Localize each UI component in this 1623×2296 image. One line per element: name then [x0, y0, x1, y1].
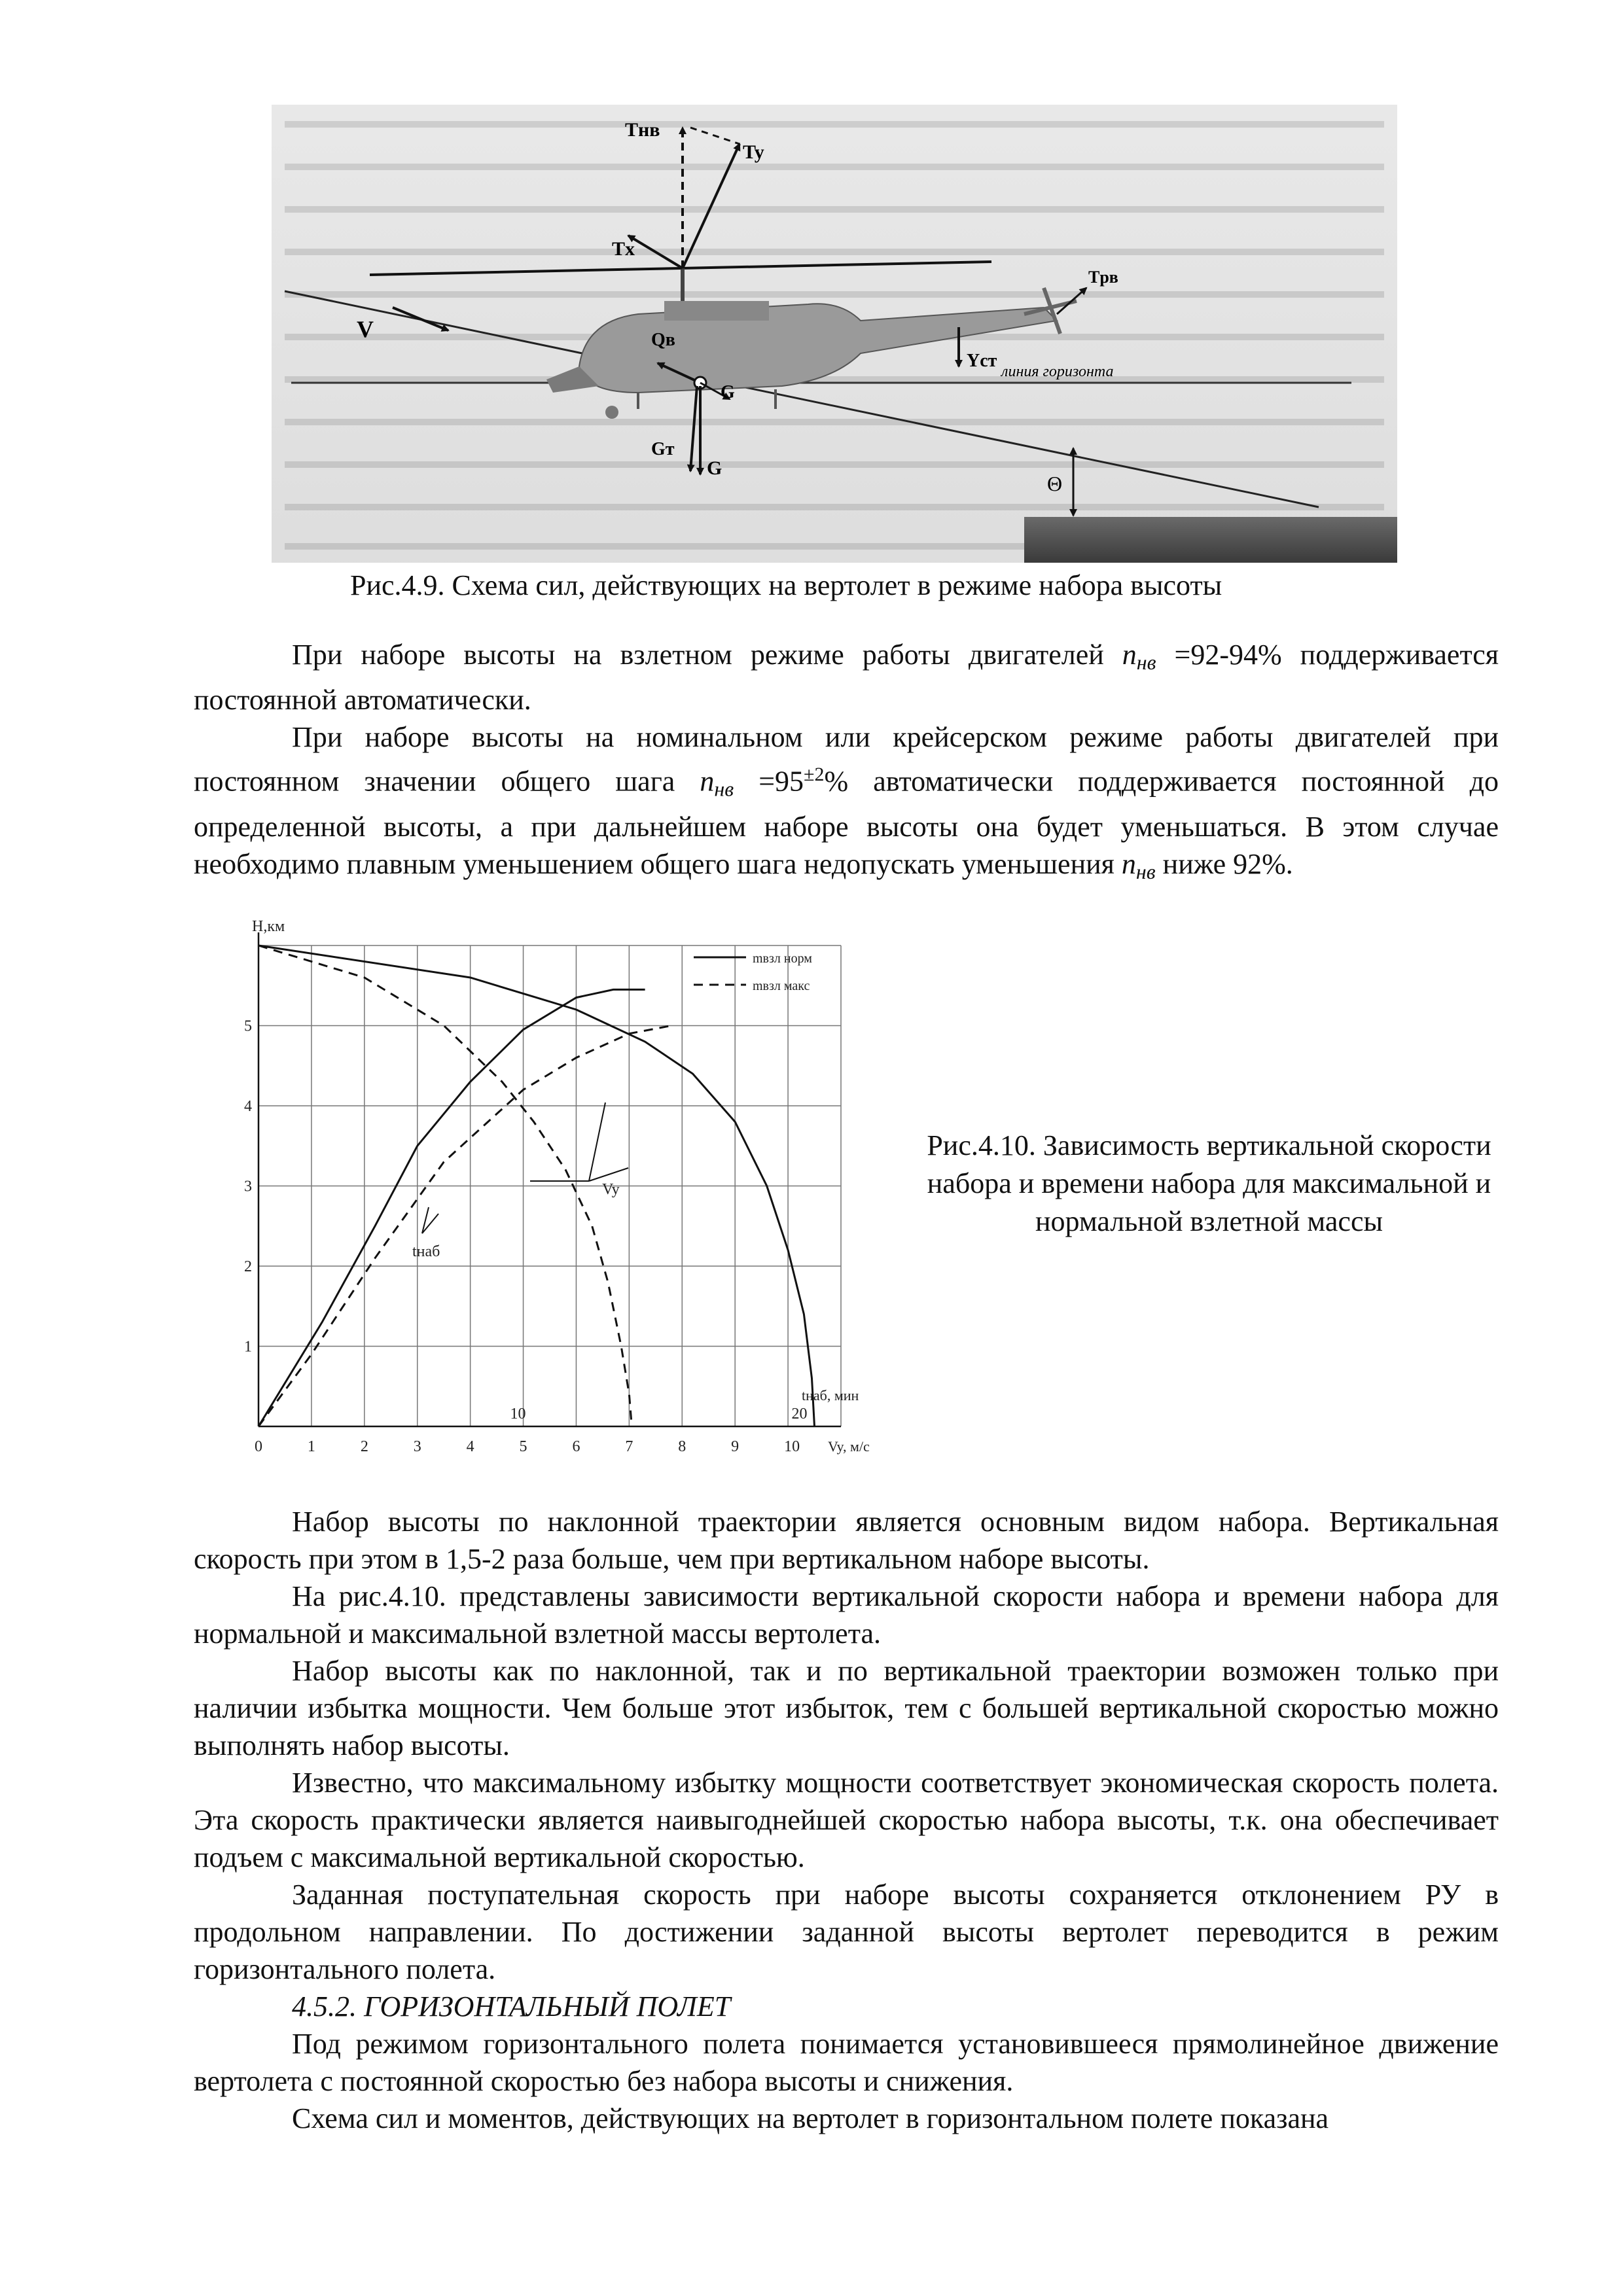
x-tick-label: 5 [519, 1438, 527, 1455]
y-tick-label: 1 [244, 1338, 252, 1356]
y-axis-label: H,км [252, 918, 285, 935]
label-g-t: Gт [651, 439, 675, 459]
x-axis-label: Vy, м/с [828, 1438, 870, 1455]
annotation-leader-vy [589, 1168, 628, 1181]
paragraph-nominal-mode: При наборе высоты на номинальном или крейсерском режиме работы двигателей при постоянном значении общего шага $n_{нв} =95^{\pm 2}\%$ автоматически поддерживается постоянной до определенной высоты, а при дальнейшем наборе высоты она будет уменьшаться. В этом случае необходимо плавным уменьшением общего шага недопускать уменьшения $n_{нв}$ ниже 92%. [194, 721, 1499, 883]
label-g-cap: G [721, 382, 735, 402]
text-block-top [194, 636, 1499, 891]
label-t-y: Ty [743, 141, 764, 163]
force-diagram-figure [272, 105, 1397, 563]
figure-4-9-caption: Рис.4.9. Схема сил, действующих на вертолет в режиме набора высоты [350, 569, 1222, 601]
paragraph-speed-maintenance: Заданная поступательная скорость при наборе высоты сохраняется отклонением РУ в продольном направлении. По достижении заданной высоты вертолет переводится в режим горизонтального полета. [194, 1879, 1499, 1985]
paragraph-figure-reference: На рис.4.10. представлены зависимости вертикальной скорости набора и времени набора для нормальной и максимальной взлетной массы вертолета. [194, 1580, 1499, 1650]
top-scale-tick-label: 20 [791, 1405, 808, 1422]
x-tick-label: 4 [466, 1438, 474, 1455]
label-theta: Θ [1047, 472, 1063, 495]
x-tick-label: 2 [360, 1438, 368, 1455]
x-tick-label: 8 [678, 1438, 687, 1455]
paragraph-takeoff-mode: При наборе высоты на взлетном режиме работы двигателей $n_{нв} =92-94\%$ поддерживается постоянной автоматически. [194, 639, 1499, 716]
x-tick-label: 3 [413, 1438, 421, 1455]
paragraph-economic-speed: Известно, что максимальному избытку мощности соответствует экономическая скорость полета. Эта скорость практически является наивыгоднейшей скоростью набора высоты, т.к. она обеспечивает подъем с максимальной вертикальной скоростью. [194, 1767, 1499, 1873]
annotation-tnab: tнаб [412, 1243, 440, 1260]
x-tick-label: 9 [731, 1438, 740, 1455]
annotation-vy: Vy [602, 1181, 620, 1198]
y-tick-label: 5 [244, 1017, 252, 1035]
label-t-nv: Tнв [625, 119, 660, 141]
annotation-leader-vy [589, 1103, 605, 1181]
figure-4-10-caption: Рис.4.10. Зависимость вертикальной скорости набора и времени набора для максимальной и нормальной взлетной массы [927, 1129, 1491, 1237]
top-scale-label: tнаб, мин [802, 1387, 859, 1404]
paragraph-power-excess: Набор высоты как по наклонной, так и по вертикальной траектории возможен только при наличии избытка мощности. Чем больше этот избыток, тем с большей вертикальной скоростью можно выполнять набор высоты. [194, 1655, 1499, 1761]
series-line [259, 1026, 671, 1427]
label-v: V [357, 316, 374, 342]
x-tick-label: 0 [255, 1438, 262, 1455]
section-heading-horizontal-flight: 4.5.2. ГОРИЗОНТАЛЬНЫЙ ПОЛЕТ [292, 1990, 731, 2022]
label-q-v: Qв [651, 330, 675, 350]
series-line [259, 989, 645, 1426]
paragraph-forces-scheme: Схема сил и моментов, действующих на вертолет в горизонтальном полете показана [292, 2102, 1329, 2134]
label-g: G [707, 457, 722, 479]
x-tick-label: 10 [784, 1438, 800, 1455]
x-tick-label: 6 [572, 1438, 580, 1455]
y-tick-label: 2 [244, 1258, 252, 1275]
top-scale-tick-label: 10 [510, 1405, 526, 1422]
y-tick-label: 3 [244, 1178, 252, 1195]
paragraph-inclined-climb: Набор высоты по наклонной траектории является основным видом набора. Вертикальная скорость при этом в 1,5-2 раза больше, чем при вертикальном наборе высоты. [194, 1506, 1499, 1575]
ground-block [1024, 517, 1397, 563]
label-t-x: Tx [612, 238, 635, 260]
climb-rate-chart [196, 906, 910, 1475]
x-tick-label: 1 [307, 1438, 315, 1455]
text-block-bottom [194, 1503, 1499, 2137]
x-tick-label: 7 [625, 1438, 633, 1455]
y-tick-label: 4 [244, 1098, 252, 1115]
label-t-rv: Tрв [1088, 268, 1118, 287]
legend-entry-max: mвзл макс [753, 979, 810, 993]
legend-entry-norm: mвзл норм [753, 951, 812, 966]
label-horizon: линия горизонта [1001, 363, 1114, 380]
paragraph-horizontal-definition: Под режимом горизонтального полета понимается установившееся прямолинейное движение вертолета с постоянной скоростью без набора высоты и снижения. [194, 2028, 1499, 2097]
label-y-st: Yст [967, 351, 997, 371]
